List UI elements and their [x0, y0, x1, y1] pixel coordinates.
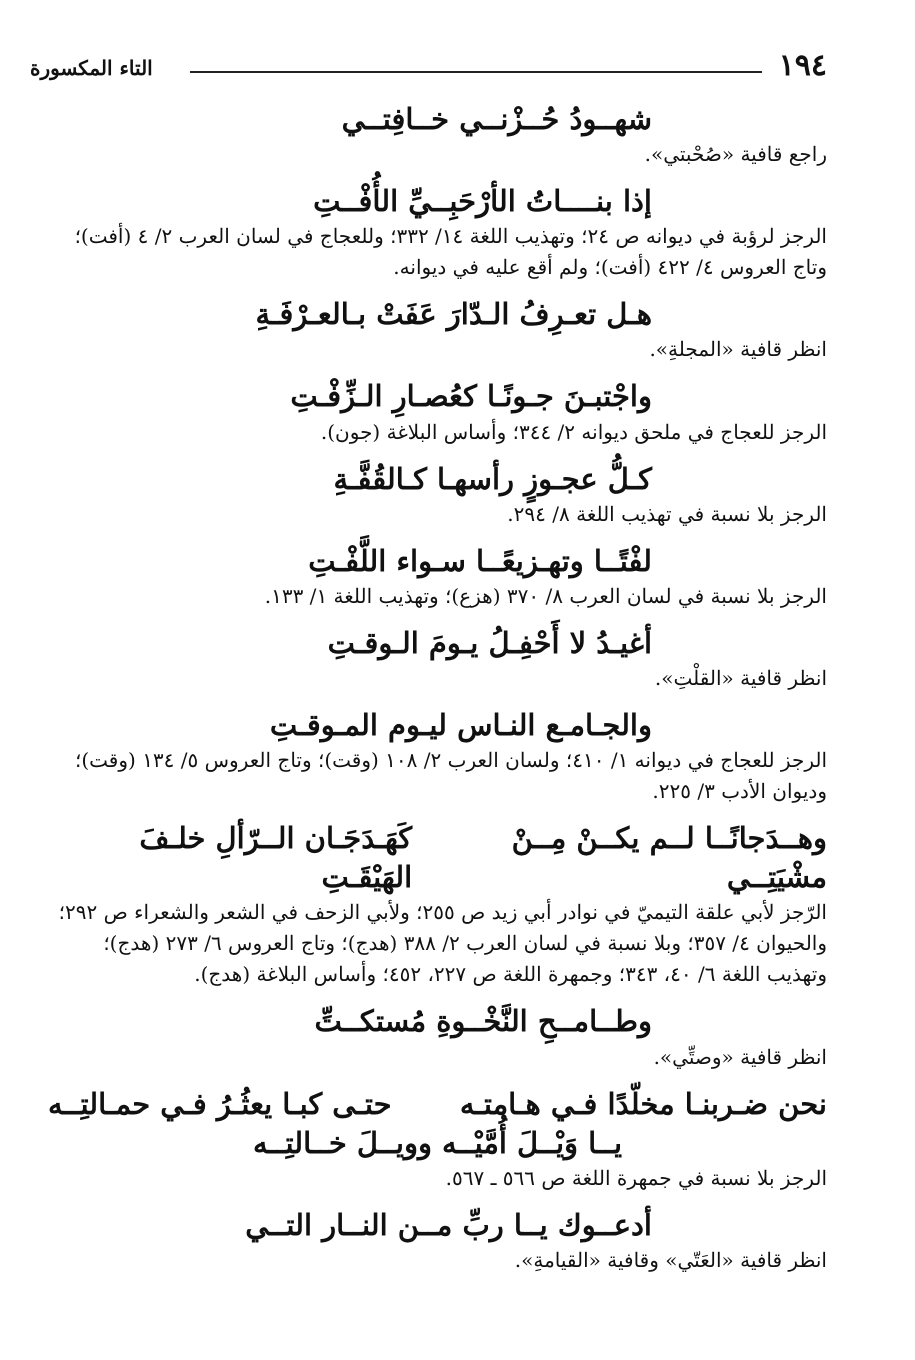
verse-hemistich-first: نحن ضـربنـا مخلّدًا فـي هـامتـه [459, 1086, 827, 1121]
entry-11 [48, 1085, 827, 1194]
verse-hemistich-second: حتـى كبـا يعثُـرُ فـي حمـالتِــه [48, 1086, 392, 1121]
note: الرجز للعجاج في ديوانه ١/ ٤١٠؛ ولسان العرب ٢/ ١٠٨ (وقت)؛ وتاج العروس ٥/ ١٣٤ (وقت)؛ وديوان الأدب ٣/ ٢٢٥. [75, 748, 827, 804]
note: الرّجز لأبي علقة التيميّ في نوادر أبي زيد ص ٢٥٥؛ ولأبي الزحف في الشعر والشعراء ص ٢٩٢؛ والحيوان ٤/ ٣٥٧؛ وبلا نسبة في لسان العرب ٢/ ٣٨٨ (هدج)؛ وتاج العروس ٦/ ٢٧٣ (هدج)؛ وتهذيب اللغة ٦/ ٤٠، ٣٤٣؛ وجمهرة اللغة ص ٢٢٧، ٤٥٢؛ وأساس البلاغة (هدج). [58, 900, 827, 987]
entry-9 [48, 819, 827, 990]
note: انظر قافية «العَتّي» وقافية «القيامةِ». [514, 1247, 827, 1272]
note: انظر قافية «المجلةِ». [649, 337, 827, 362]
verse: هـل تعـرِفُ الـدّارَ عَفَتْ بـالعـرْفَـةِ [255, 297, 652, 332]
verse: وطــامــحِ النَّخْــوةِ مُستكــتِّ [314, 1004, 652, 1039]
note: انظر قافية «القلْتِ». [654, 665, 827, 690]
page-content [48, 100, 827, 1288]
entry-3 [48, 295, 827, 365]
verse-couplet [48, 819, 827, 897]
note: الرجز بلا نسبة في لسان العرب ٨/ ٣٧٠ (هزع)؛ وتهذيب اللغة ١/ ١٣٣. [264, 583, 827, 608]
entry-8 [48, 706, 827, 807]
entry-2 [48, 182, 827, 283]
entry-12 [48, 1206, 827, 1276]
entry-5 [48, 460, 827, 530]
entry-7 [48, 624, 827, 694]
note: انظر قافية «وصتِّي». [653, 1044, 827, 1069]
verse: واجْتبـنَ جـونًـا كعُصـارِ الـزِّفْـتِ [290, 379, 652, 414]
note: الرجز بلا نسبة في جمهرة اللغة ص ٥٦٦ ـ ٥٦٧. [445, 1165, 827, 1190]
note: راجع قافية «صُحْبتي». [644, 142, 827, 167]
verse: لفْتًــا وتهـزيعًــا سـواء اللَّفْـتِ [308, 543, 652, 578]
verse: إذا بنــــاتُ الأرْحَبِــيِّ الأُفْــتِ [313, 184, 652, 219]
entry-4 [48, 377, 827, 447]
note: الرجز بلا نسبة في تهذيب اللغة ٨/ ٢٩٤. [507, 501, 827, 526]
page-number: ١٩٤ [778, 48, 827, 83]
entry-1 [48, 100, 827, 170]
entry-10 [48, 1002, 827, 1072]
verse: شهــودُ حُــزْنــي خــافِتــي [341, 102, 652, 136]
page-header [30, 48, 827, 88]
entry-6 [48, 542, 827, 612]
note: الرجز للعجاج في ملحق ديوانه ٢/ ٣٤٤؛ وأساس البلاغة (جون). [320, 419, 827, 444]
verse-third-line: يــا وَيْــلَ أُمَّيْــه وويــلَ خــالتِــه [252, 1125, 623, 1160]
verse-hemistich-first: وهــدَجانًــا لــم يكــنْ مِــنْ مشْيَتِــي [511, 821, 827, 895]
note: الرجز لرؤبة في ديوانه ص ٢٤؛ وتهذيب اللغة ١٤/ ٣٣٢؛ وللعجاج في لسان العرب ٢/ ٤ (أفت)؛ وتاج العروس ٤/ ٤٢٢ (أفت)؛ ولم أقع عليه في ديوانه. [74, 224, 827, 280]
verse: والجـامـع النـاس ليـوم المـوقـتِ [269, 707, 652, 742]
verse: أدعــوك يــا ربِّ مــن النــار التــي [245, 1207, 652, 1242]
verse-couplet [48, 1085, 827, 1124]
verse: كـلُّ عجـوزٍ رأسهـا كـالقُفَّـةِ [333, 461, 652, 496]
verse: أغيـدُ لا أَحْفِـلُ يـومَ الـوقـتِ [327, 625, 652, 660]
verse-hemistich-second: كَهَـدَجَـان الــرّألِ خلـفَ الهَيْقَـتِ [139, 821, 413, 895]
running-title: التاء المكسورة [30, 56, 153, 80]
header-rule [190, 71, 762, 73]
